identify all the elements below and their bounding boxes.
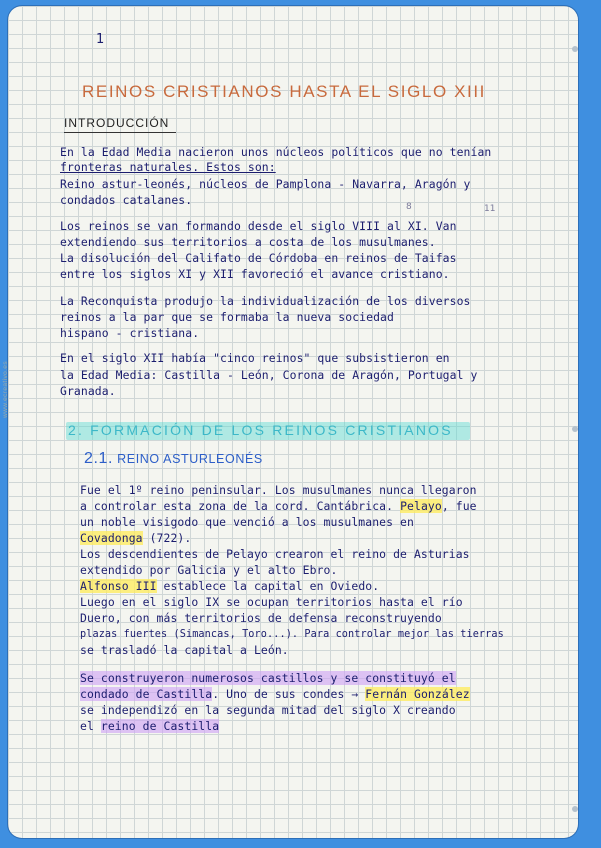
intro-line: condados catalanes. <box>60 193 193 207</box>
text-run: . Uno de sus condes → <box>212 687 366 701</box>
intro-line: En la Edad Media nacieron unos núcleos políticos que no tenían <box>60 145 492 159</box>
annotation-8: 8 <box>406 202 412 212</box>
highlight-line: Se construyeron numerosos castillos y se constituyó el <box>80 671 456 685</box>
paragraph-line: la Edad Media: Castilla - León, Corona de Aragón, Portugal y <box>60 368 478 382</box>
intro-line: fronteras naturales. Estos son: <box>60 160 276 174</box>
text-run: (722). <box>142 531 192 545</box>
intro-heading-underline <box>64 132 176 133</box>
paragraph-line: hispano - cristiana. <box>60 326 200 340</box>
paragraph-line <box>80 718 219 735</box>
highlight-reino-castilla: reino de Castilla <box>100 719 220 733</box>
text-run: a controlar esta zona de la cord. Cantábrica. <box>80 499 394 513</box>
paragraph-line <box>80 530 191 547</box>
paragraph-line: reinos a la par que se formaba la nueva sociedad <box>60 310 394 324</box>
paragraph-line: Duero, con más territorios de defensa reconstruyendo <box>80 611 442 625</box>
paragraph-line: se trasladó la capital a León. <box>80 643 289 657</box>
paragraph-line: extendido por Galicia y el alto Ebro. <box>80 563 338 577</box>
highlight-covadonga: Covadonga <box>80 531 143 545</box>
paragraph-line: En el siglo XII había "cinco reinos" que subsistieron en <box>60 351 450 365</box>
watermark: www.ecreativo.es <box>2 361 9 418</box>
highlight-pelayo: Pelayo <box>400 499 442 513</box>
paragraph-line: se independizó en la segunda mitad del siglo X creando <box>80 703 456 717</box>
text-run: establece la capital en Oviedo. <box>156 579 380 593</box>
text-run: , fue <box>441 499 477 513</box>
intro-line: Reino astur-leonés, núcleos de Pamplona - Navarra, Aragón y <box>60 177 471 191</box>
paragraph-line: extendiendo sus territorios a costa de los musulmanes. <box>60 235 436 249</box>
sub-heading-text: REINO ASTURLEONÉS <box>117 452 263 466</box>
paragraph-line <box>80 686 470 703</box>
punch-hole <box>572 46 578 52</box>
section-heading: 2. FORMACIÓN DE LOS REINOS CRISTIANOS <box>68 422 453 438</box>
paragraph-line: plazas fuertes (Simancas, Toro...). Para controlar mejor las tierras <box>80 629 504 640</box>
sub-heading <box>84 450 263 468</box>
annotation-11: 11 <box>484 204 496 214</box>
text-run: el <box>80 719 101 733</box>
highlight-alfonso: Alfonso III <box>80 579 157 593</box>
page-title: REINOS CRISTIANOS HASTA EL SIGLO XIII <box>82 82 487 101</box>
paragraph-line: Los descendientes de Pelayo crearon el reino de Asturias <box>80 547 470 561</box>
highlight-fernan: Fernán González <box>365 687 470 701</box>
paragraph-line: entre los siglos XI y XII favoreció el avance cristiano. <box>60 267 450 281</box>
paragraph-line <box>80 670 456 687</box>
intro-heading: INTRODUCCIÓN <box>64 116 170 130</box>
paragraph-line: Fue el 1º reino peninsular. Los musulmanes nunca llegaron <box>80 483 477 497</box>
paragraph-line: Luego en el siglo IX se ocupan territorios hasta el río <box>80 595 463 609</box>
page-number: 1 <box>96 32 105 47</box>
sub-heading-number: 2.1. <box>84 450 114 467</box>
paragraph-line: La Reconquista produjo la individualización de los diversos <box>60 294 471 308</box>
highlight-condado: condado de Castilla <box>80 687 213 701</box>
paragraph-line <box>80 498 477 515</box>
paragraph-line: Los reinos se van formando desde el siglo VIII al XI. Van <box>60 219 457 233</box>
notebook-page <box>2 6 578 838</box>
paragraph-line: La disolución del Califato de Córdoba en reinos de Taifas <box>60 251 457 265</box>
punch-hole <box>572 806 578 812</box>
paragraph-line: Granada. <box>60 384 116 398</box>
punch-hole <box>572 426 578 432</box>
paragraph-line <box>80 578 379 595</box>
paragraph-line: un noble visigodo que venció a los musulmanes en <box>80 515 414 529</box>
